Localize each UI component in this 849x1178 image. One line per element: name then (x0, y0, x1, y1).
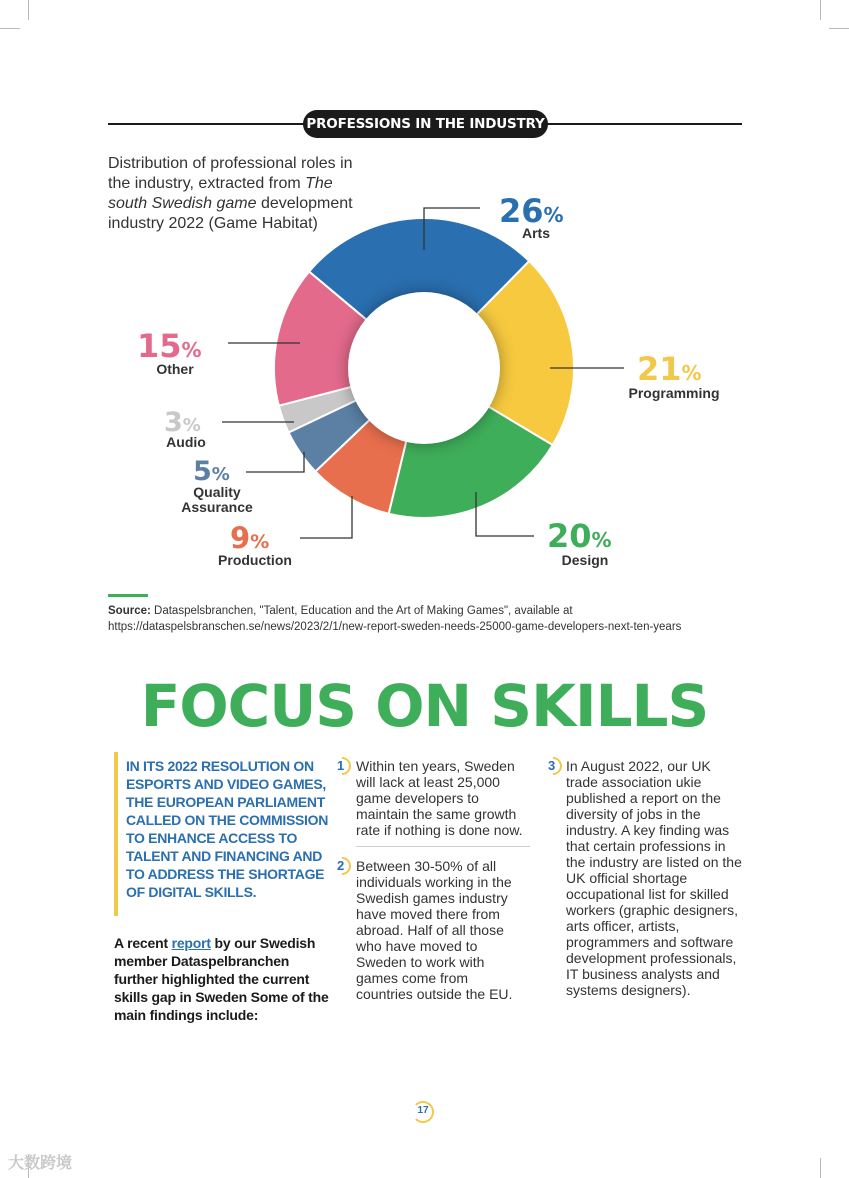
chart-intro: Distribution of professional roles in the industry, extracted from The south Swedish game development industry 2022 (Game Habitat) (108, 155, 353, 232)
lead-paragraph: A recent report by our Swedish member Dataspelbranchen further highlighted the current skills gap in Sweden Some of the main findings include: (114, 935, 329, 1023)
report-link[interactable]: report (171, 935, 211, 951)
watermark: 大数跨境 (8, 1153, 73, 1172)
pct-label-other: 15% (137, 327, 202, 365)
slice-label-quality-assurance-2: Assurance (181, 499, 253, 515)
pct-label-audio: 3% (164, 407, 201, 438)
finding-divider (356, 846, 530, 847)
crop-mark (820, 1158, 821, 1178)
finding-number: 2 (337, 858, 345, 873)
headline: FOCUS ON SKILLS (140, 672, 709, 740)
callout-accent-bar (114, 752, 118, 916)
page-number: 17 (417, 1105, 429, 1116)
callout-quote: IN ITS 2022 RESOLUTION ON ESPORTS AND VIDEO GAMES, THE EUROPEAN PARLIAMENT CALLED ON THE COMMISSION TO ENHANCE ACCESS TO TALENT AND FINANCING AND TO ADDRESS THE SHORTAGE OF DIGITAL SKILLS. (126, 758, 329, 900)
section-title: PROFESSIONS IN THE INDUSTRY (303, 110, 548, 138)
finding-number: 3 (548, 758, 556, 773)
finding-2: Between 30-50% of all individuals working in the Swedish games industry have moved there from abroad. Half of all those who have moved to Sweden to work with games come from countries outside the EU. (356, 858, 513, 1002)
slice-label-quality-assurance-1: Quality (193, 484, 241, 500)
pct-label-design: 20% (547, 517, 612, 555)
slice-label-audio: Audio (166, 434, 206, 450)
slice-label-programming: Programming (628, 385, 720, 401)
source-note: Source: Dataspelsbranchen, "Talent, Education and the Art of Making Games", available at https://dataspelsbranschen.se/news/2023/2/1/new-report-sweden-needs-25000-game-developers-next-ten-years (108, 605, 682, 633)
pct-label-quality-assurance: 5% (193, 456, 230, 487)
finding-number: 1 (337, 758, 345, 773)
slice-label-other: Other (156, 361, 194, 377)
donut-hole (348, 292, 500, 444)
pct-label-arts: 26% (499, 192, 564, 230)
slice-label-design: Design (561, 552, 609, 568)
finding-3: In August 2022, our UK trade association ukie published a report on the diversity of jobs in the industry. A key finding was that certain professions in the industry are listed on the UK official shortage occupational list for skilled workers (graphic designers, arts officer, artists, programmers and software development professionals, IT business analysts and systems designers). (566, 758, 742, 998)
finding-1: Within ten years, Sweden will lack at least 25,000 game developers to maintain the same growth rate if nothing is done now. (356, 758, 523, 838)
leader-line-quality-assurance (246, 452, 304, 472)
slice-label-production: Production (218, 552, 292, 568)
slice-label-arts: Arts (521, 225, 551, 241)
source-accent-bar (108, 594, 148, 597)
pct-label-production: 9% (230, 521, 270, 555)
pct-label-programming: 21% (637, 350, 702, 388)
leader-line-production (300, 496, 352, 538)
